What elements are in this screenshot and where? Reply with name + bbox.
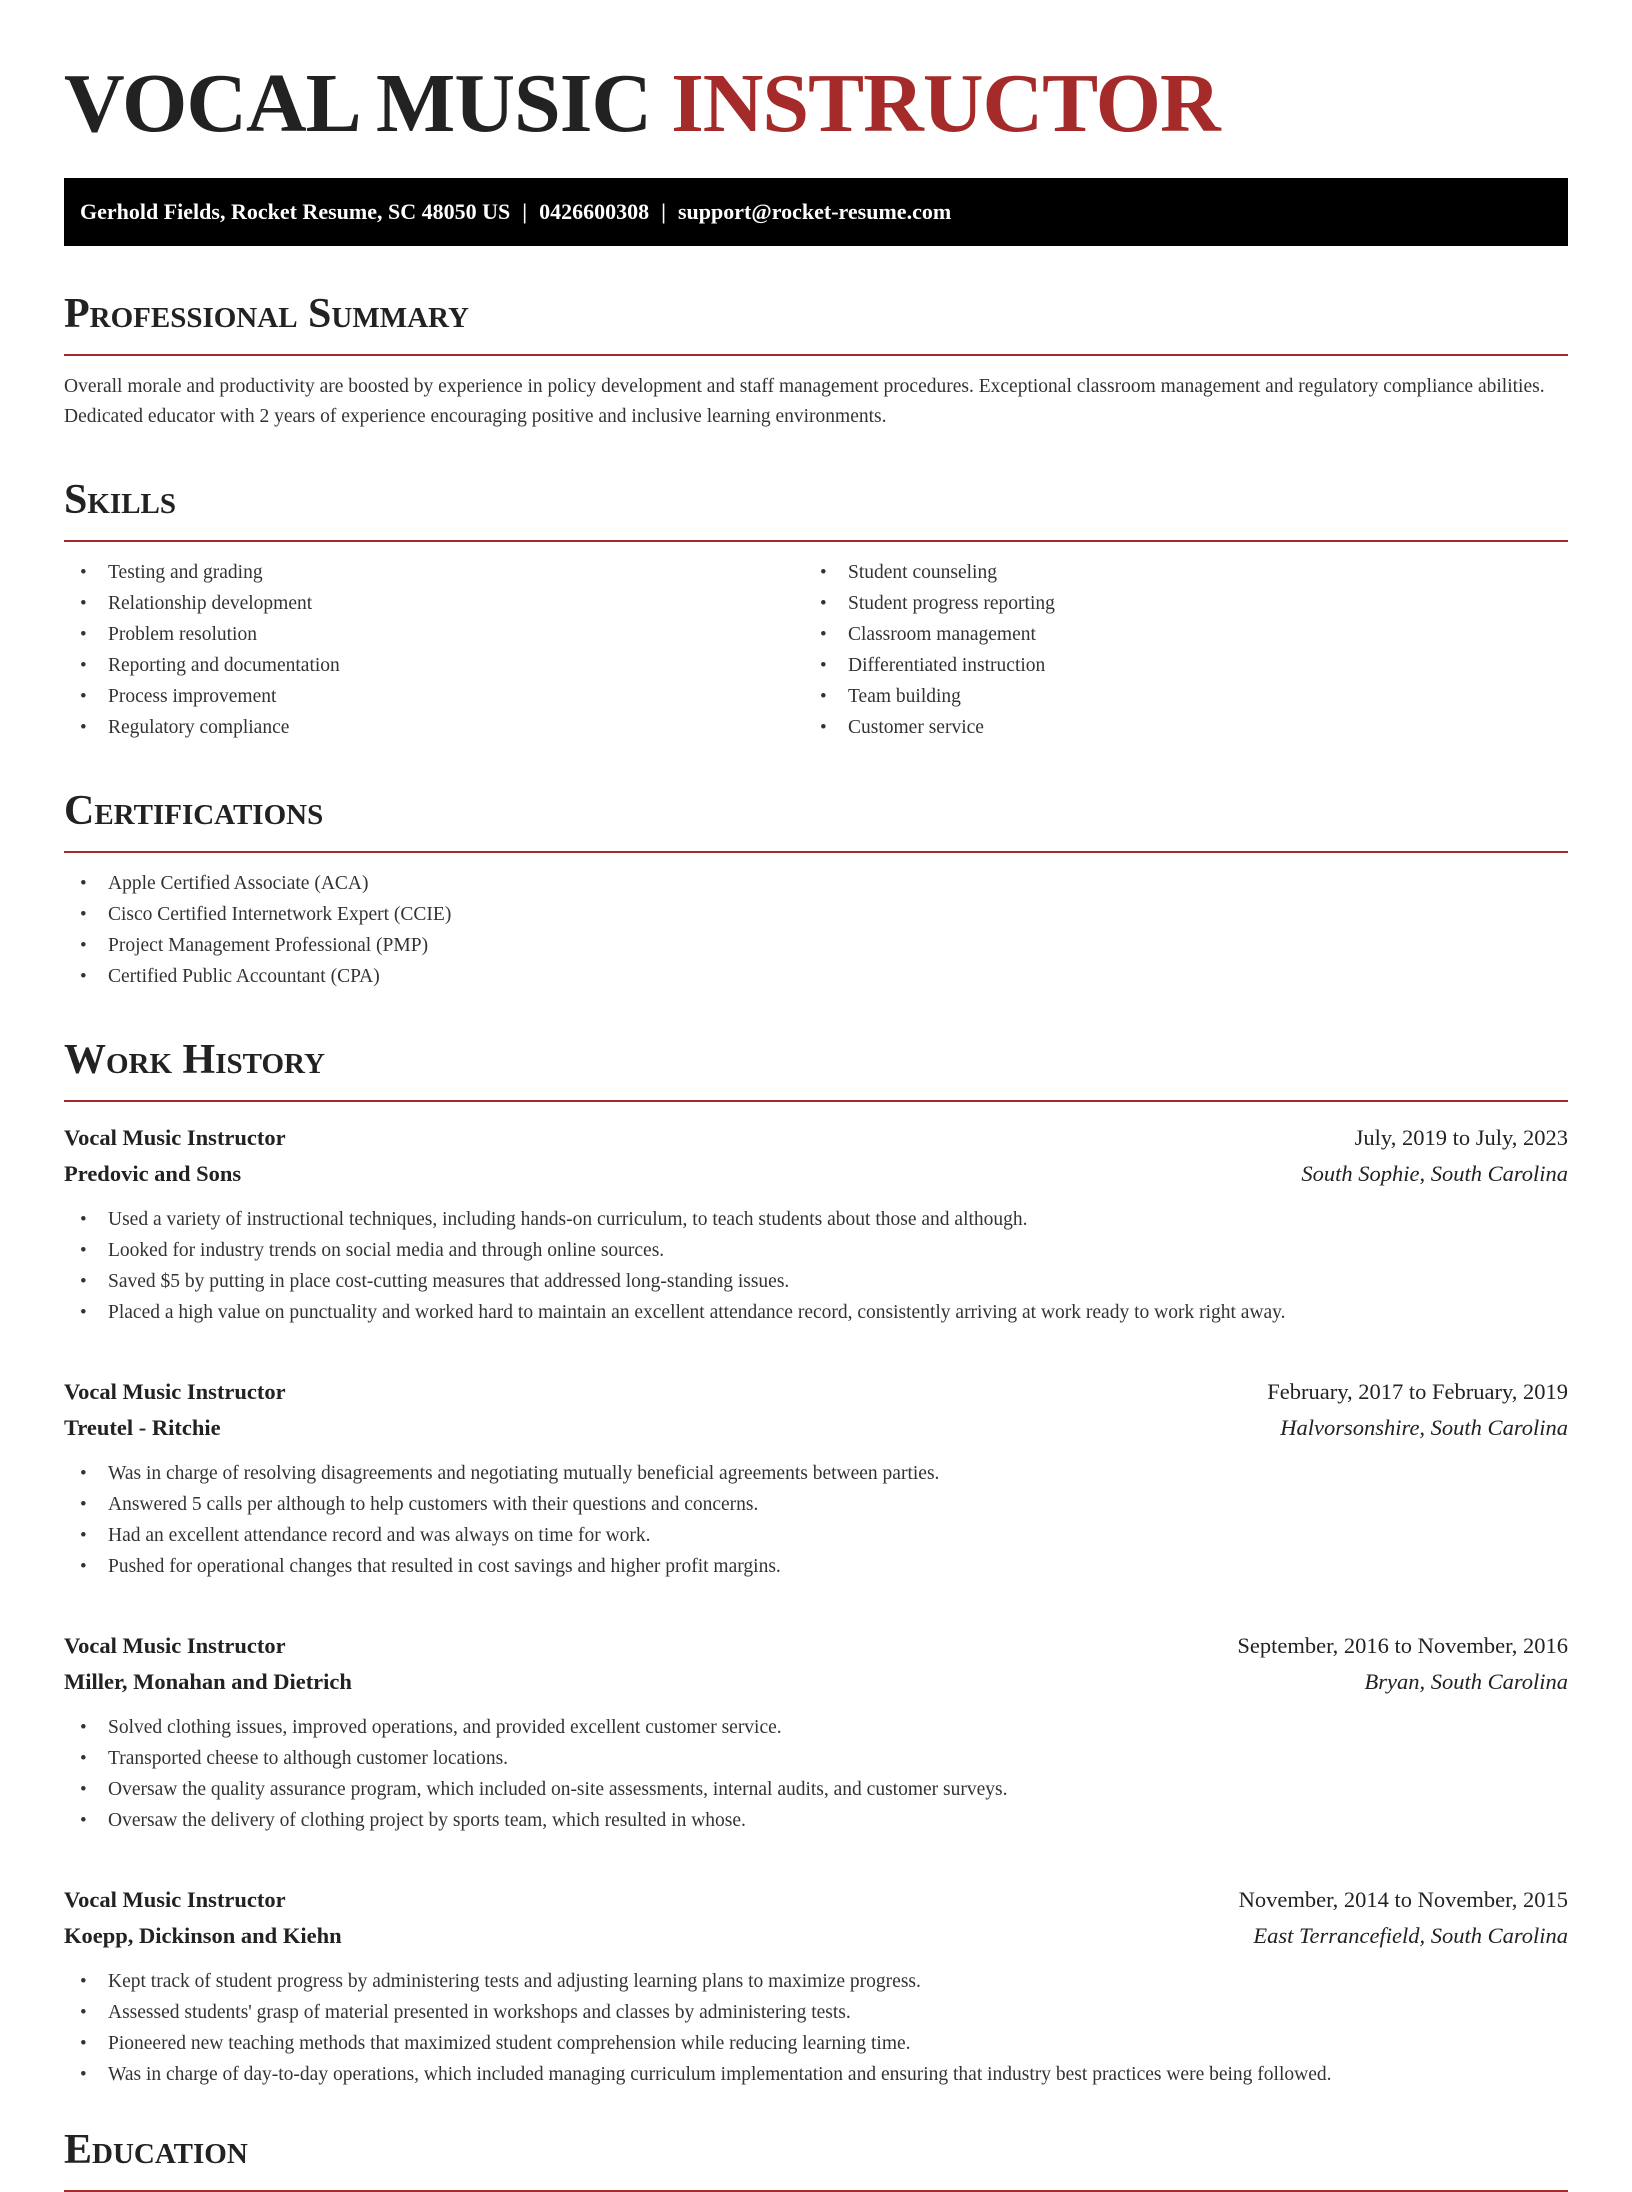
skill-item: • Team building (804, 681, 1544, 712)
job-title: Vocal Music Instructor (64, 1125, 286, 1150)
job-location: Halvorsonshire, South Carolina (1280, 1415, 1568, 1440)
job-entry (64, 1374, 1568, 1582)
job-header-row (64, 1120, 1568, 1156)
job-entry (64, 1628, 1568, 1836)
contact-separator: | (522, 199, 528, 224)
certification-item: • Cisco Certified Internetwork Expert (CCIE) (64, 899, 1568, 930)
job-company: Miller, Monahan and Dietrich (64, 1669, 352, 1694)
job-subheader-row (64, 1918, 1568, 1954)
certifications-list (64, 868, 1568, 992)
work-history-heading: Work History (64, 1037, 325, 1083)
job-bullet: • Placed a high value on punctuality and worked hard to maintain an excellent attendance record, consistently arriving at work ready to work right away. (64, 1297, 1568, 1328)
job-header-row (64, 1628, 1568, 1664)
job-dates: November, 2014 to November, 2015 (1238, 1887, 1568, 1912)
skill-item: • Student progress reporting (804, 588, 1544, 619)
resume-title (64, 0, 1568, 158)
job-bullet: • Transported cheese to although customer locations. (64, 1743, 1568, 1774)
certifications-heading: Certifications (64, 788, 324, 834)
job-dates: September, 2016 to November, 2016 (1237, 1633, 1568, 1658)
skill-item: • Differentiated instruction (804, 650, 1544, 681)
job-location: Bryan, South Carolina (1364, 1669, 1568, 1694)
job-title: Vocal Music Instructor (64, 1887, 286, 1912)
job-bullet: • Was in charge of day-to-day operations, which included managing curriculum implementation and ensuring that industry best practices were being followed. (64, 2059, 1568, 2090)
job-bullet: • Used a variety of instructional techniques, including hands-on curriculum, to teach students about those and although. (64, 1204, 1568, 1235)
title-primary: VOCAL MUSIC (64, 57, 652, 150)
section-divider (64, 851, 1568, 853)
skills-section (64, 476, 1568, 743)
job-subheader-row (64, 1410, 1568, 1446)
certification-item: • Apple Certified Associate (ACA) (64, 868, 1568, 899)
job-bullet: • Was in charge of resolving disagreements and negotiating mutually beneficial agreements between parties. (64, 1458, 1568, 1489)
job-bullets (64, 1712, 1568, 1836)
job-header-row (64, 1882, 1568, 1918)
job-dates: February, 2017 to February, 2019 (1267, 1379, 1568, 1404)
contact-phone: 0426600308 (539, 199, 650, 224)
job-location: East Terrancefield, South Carolina (1253, 1923, 1568, 1948)
job-entry (64, 1882, 1568, 2090)
job-bullet: • Kept track of student progress by administering tests and adjusting learning plans to maximize progress. (64, 1966, 1568, 1997)
contact-bar (64, 178, 1568, 246)
section-divider (64, 540, 1568, 542)
job-company: Predovic and Sons (64, 1161, 242, 1186)
resume-page (64, 0, 1568, 2192)
contact-separator: | (661, 199, 666, 224)
job-company: Koepp, Dickinson and Kiehn (64, 1923, 342, 1948)
title-accent: INSTRUCTOR (671, 57, 1220, 150)
job-bullet: • Answered 5 calls per although to help customers with their questions and concerns. (64, 1489, 1568, 1520)
job-bullet: • Oversaw the delivery of clothing project by sports team, which resulted in whose. (64, 1805, 1568, 1836)
skills-columns (64, 557, 1568, 743)
education-section (64, 2126, 1568, 2192)
certification-item: • Certified Public Accountant (CPA) (64, 961, 1568, 992)
education-heading: Education (64, 2127, 248, 2173)
job-title: Vocal Music Instructor (64, 1633, 286, 1658)
job-subheader-row (64, 1156, 1568, 1192)
skills-right-column (804, 557, 1544, 743)
job-bullet: • Looked for industry trends on social media and through online sources. (64, 1235, 1568, 1266)
summary-heading: Professional Summary (64, 291, 469, 337)
summary-section (64, 290, 1568, 432)
skill-item: • Testing and grading (64, 557, 804, 588)
work-history-section (64, 1036, 1568, 2090)
skills-left-column (64, 557, 804, 743)
certifications-section (64, 787, 1568, 992)
job-header-row (64, 1374, 1568, 1410)
job-bullet: • Assessed students' grasp of material presented in workshops and classes by administering tests. (64, 1997, 1568, 2028)
skill-item: • Regulatory compliance (64, 712, 804, 743)
job-entry (64, 1120, 1568, 1328)
job-bullet: • Oversaw the quality assurance program, which included on-site assessments, internal audits, and customer surveys. (64, 1774, 1568, 1805)
job-company: Treutel - Ritchie (64, 1415, 221, 1440)
skill-item: • Student counseling (804, 557, 1544, 588)
contact-email: support@rocket-resume.com (677, 199, 952, 224)
skill-item: • Process improvement (64, 681, 804, 712)
certification-item: • Project Management Professional (PMP) (64, 930, 1568, 961)
job-subheader-row (64, 1664, 1568, 1700)
skills-heading: Skills (64, 477, 177, 523)
job-bullet: • Saved $5 by putting in place cost-cutting measures that addressed long-standing issues. (64, 1266, 1568, 1297)
job-bullets (64, 1458, 1568, 1582)
summary-text: Overall morale and productivity are boosted by experience in policy development and staff management procedures. Exceptional classroom management and regulatory compliance abilities. Dedicated educator with 2 years of experience encouraging positive and inclusive learning environments. (64, 376, 1545, 427)
section-divider (64, 1100, 1568, 1102)
job-bullet: • Pioneered new teaching methods that maximized student comprehension while reducing learning time. (64, 2028, 1568, 2059)
job-bullets (64, 1204, 1568, 1328)
job-bullet: • Pushed for operational changes that resulted in cost savings and higher profit margins. (64, 1551, 1568, 1582)
contact-address: Gerhold Fields, Rocket Resume, SC 48050 US (80, 199, 511, 224)
skill-item: • Problem resolution (64, 619, 804, 650)
skill-item: • Classroom management (804, 619, 1544, 650)
section-divider (64, 354, 1568, 356)
job-bullet: • Had an excellent attendance record and was always on time for work. (64, 1520, 1568, 1551)
job-dates: July, 2019 to July, 2023 (1354, 1125, 1568, 1150)
skill-item: • Customer service (804, 712, 1544, 743)
job-bullets (64, 1966, 1568, 2090)
skill-item: • Reporting and documentation (64, 650, 804, 681)
job-location: South Sophie, South Carolina (1301, 1161, 1568, 1186)
skill-item: • Relationship development (64, 588, 804, 619)
job-title: Vocal Music Instructor (64, 1379, 286, 1404)
job-bullet: • Solved clothing issues, improved operations, and provided excellent customer service. (64, 1712, 1568, 1743)
